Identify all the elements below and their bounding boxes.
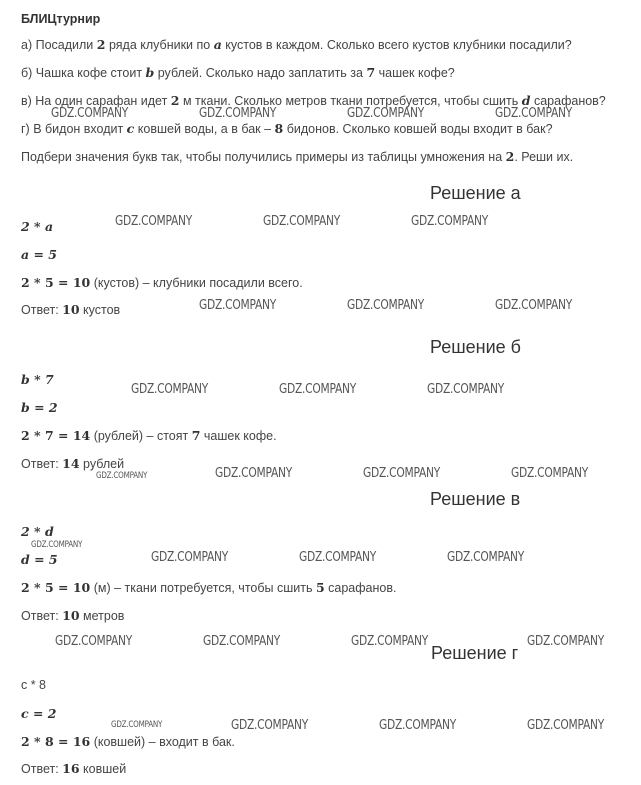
watermark: GDZ.COMPANY xyxy=(495,106,573,121)
solution-c-value: d = 5 xyxy=(21,552,58,567)
watermark: GDZ.COMPANY xyxy=(527,718,605,733)
solution-b-answer: Ответ: 14 рублей xyxy=(21,456,125,471)
watermark: GDZ.COMPANY xyxy=(115,214,193,229)
watermark: GDZ.COMPANY xyxy=(427,382,505,397)
watermark: GDZ.COMPANY xyxy=(55,634,133,649)
watermark: GDZ.COMPANY xyxy=(351,634,429,649)
watermark: GDZ.COMPANY xyxy=(527,634,605,649)
watermark: GDZ.COMPANY xyxy=(379,718,457,733)
watermark: GDZ.COMPANY xyxy=(411,214,489,229)
solution-d-calculation: 2 * 8 = 16 (ковшей) – входит в бак. xyxy=(21,734,235,749)
page-title: БЛИЦтурнир xyxy=(21,12,101,26)
solution-b-calculation: 2 * 7 = 14 (рублей) – стоят 7 чашек кофе. xyxy=(21,428,277,443)
watermark: GDZ.COMPANY xyxy=(131,382,209,397)
watermark: GDZ.COMPANY xyxy=(231,718,309,733)
problem-d: г) В бидон входит c ковшей воды, а в бак – 8 бидонов. Сколько ковшей воды входит в бак? xyxy=(21,121,553,136)
watermark: GDZ.COMPANY xyxy=(447,550,525,565)
solution-d-answer: Ответ: 16 ковшей xyxy=(21,761,127,776)
solution-d-expression: c * 8 xyxy=(21,678,47,692)
watermark: GDZ.COMPANY xyxy=(299,550,377,565)
solution-a-value: a = 5 xyxy=(21,247,57,262)
watermark: GDZ.COMPANY xyxy=(347,298,425,313)
task-instruction: Подбери значения букв так, чтобы получились примеры из таблицы умножения на 2. Реши их. xyxy=(21,149,574,164)
solution-c-calculation: 2 * 5 = 10 (м) – ткани потребуется, чтобы сшить 5 сарафанов. xyxy=(21,580,397,595)
problem-c: в) На один сарафан идет 2 м ткани. Сколько метров ткани потребуется, чтобы сшить d сарафанов? xyxy=(21,93,606,108)
solution-c-heading: Решение в xyxy=(430,489,521,509)
solution-c-expression: 2 * d xyxy=(21,524,54,539)
solution-d-value: c = 2 xyxy=(21,706,57,721)
solution-b-value: b = 2 xyxy=(21,400,58,415)
watermark: GDZ.COMPANY xyxy=(363,466,441,481)
watermark: GDZ.COMPANY xyxy=(151,550,229,565)
watermark: GDZ.COMPANY xyxy=(51,106,129,121)
watermark: GDZ.COMPANY xyxy=(495,298,573,313)
watermark: GDZ.COMPANY xyxy=(279,382,357,397)
solution-a-heading: Решение а xyxy=(430,183,521,203)
watermark: GDZ.COMPANY xyxy=(31,540,83,550)
watermark: GDZ.COMPANY xyxy=(199,298,277,313)
watermark: GDZ.COMPANY xyxy=(111,720,163,730)
problem-a: а) Посадили 2 ряда клубники по a кустов в каждом. Сколько всего кустов клубники посадили? xyxy=(21,37,572,52)
problem-b: б) Чашка кофе стоит b рублей. Сколько надо заплатить за 7 чашек кофе? xyxy=(21,65,455,80)
solution-b-heading: Решение б xyxy=(430,337,521,357)
solution-b-expression: b * 7 xyxy=(21,372,54,387)
watermark: GDZ.COMPANY xyxy=(203,634,281,649)
watermark: GDZ.COMPANY xyxy=(347,106,425,121)
solution-c-answer: Ответ: 10 метров xyxy=(21,608,125,623)
watermark: GDZ.COMPANY xyxy=(215,466,293,481)
watermark: GDZ.COMPANY xyxy=(511,466,589,481)
watermark: GDZ.COMPANY xyxy=(199,106,277,121)
solution-a-answer: Ответ: 10 кустов xyxy=(21,302,121,317)
solution-a-calculation: 2 * 5 = 10 (кустов) – клубники посадили всего. xyxy=(21,275,303,290)
watermark: GDZ.COMPANY xyxy=(263,214,341,229)
watermark: GDZ.COMPANY xyxy=(96,471,148,481)
solution-a-expression: 2 * a xyxy=(21,219,54,234)
solution-d-heading: Решение г xyxy=(431,643,519,663)
